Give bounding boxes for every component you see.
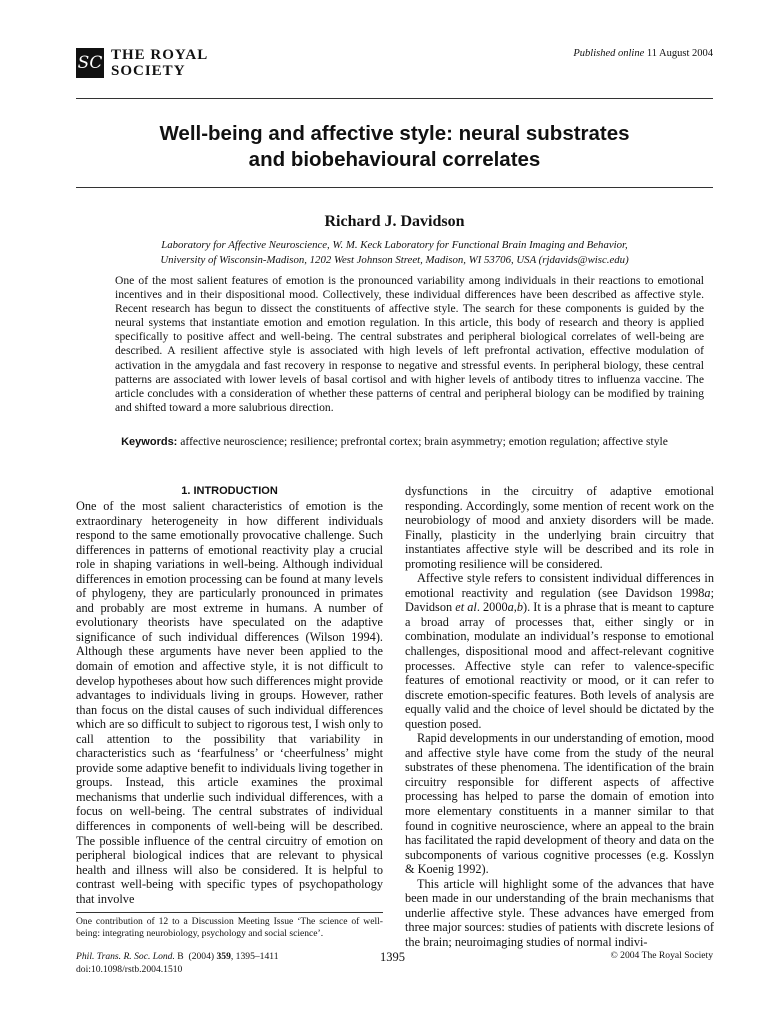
p2-text-e: ). It is a phrase that is meant to capture a broad array of processes that, either singly or in combination, modulate an individual’s response to emotional challenges, dispositional mood and affect-relevant cognitive processes. Affective style can refer to valence-specific features of emotional reactivity or mood, or it can refer to discrete emotion-specific features. Both levels of analysis are equally valid and the choice of level should be dictated by the question posed. xyxy=(405,600,714,731)
p2-text-a: Affective style refers to consistent individual differences in emotional reactivity and regulation (see Davidson 1998 xyxy=(405,571,714,600)
publisher-name xyxy=(111,47,208,79)
published-label: Published online xyxy=(573,48,645,59)
section-heading: 1. INTRODUCTION xyxy=(181,485,278,497)
author-name: Richard J. Davidson xyxy=(324,213,465,230)
intro-paragraph-3: Rapid developments in our understanding of emotion, mood and affective style have come from the study of the neural substrates of these phenomena. The identification of the brain circuitry responsible for different aspects of affective processing has helped to parse the domain of emotion into more elementary constituents in a manner similar to that found in cognitive neuroscience, where an appeal to the brain has facilitated the rapid development of theory and data on the subcomponents of various cognitive processes (e.g. Kosslyn & Koenig 1992). xyxy=(405,731,714,877)
footnote: One contribution of 12 to a Discussion Meeting Issue ‘The science of well-being: integrating neurobiology, psychology and social science’. xyxy=(76,916,383,939)
intro-paragraph-1: One of the most salient characteristics of emotion is the extraordinary heterogeneity in how different individuals respond to the same emotionally provocative challenge. Such differences in patterns of emotional reactivity play a crucial role in shaping variations in well-being. Although individual differences in emotion processing can be found at many levels of phylogeny, they are particularly pronounced in primates and probably are most extreme in humans. A number of evolutionary theorists have speculated on the adaptive significance of such individual differences (Wilson 1994). Although these arguments have never been applied to the domain of emotion and affective style, it is not difficult to develop hypotheses about how such differences might provide advantages to individuals living in groups. However, rather than focus on the distal causes of such individual differences which are so difficult to subject to rigorous test, I wish only to call attention to the possibility that variability in characteristics such as ‘fearfulness’ or ‘cheerfulness’ might provide some adaptive benefit to individuals living together in groups. Instead, this article examines the proximal mechanisms that underlie such individual differences, with a focus on well-being. The central substrates of individual differences in components of well-being will be described. The possible influence of the central circuitry of emotion on peripheral biological indices that are relevant to physical health and illness will also be considered. It is helpful to contrast well-being with specific types of psychopathology that involve xyxy=(76,499,383,906)
journal-name: Phil. Trans. R. Soc. Lond. xyxy=(76,951,175,962)
journal-year: (2004) xyxy=(188,951,215,962)
royal-society-logo xyxy=(76,46,216,82)
article-title-line2: and biobehavioural correlates xyxy=(248,148,541,171)
article-title xyxy=(76,121,713,173)
publisher-name-line2: SOCIETY xyxy=(111,63,186,79)
royal-society-logo-icon: SC xyxy=(76,48,104,78)
keywords-label: Keywords: xyxy=(121,436,178,448)
intro-paragraph-1-continued: dysfunctions in the circuitry of adaptive emotional responding. Accordingly, some mention of recent work on the neurobiology of mood and anxiety disorders will be made. Finally, plasticity in the underlying brain circuitry that instantiates affective style will be described and its role in promoting resilience will be considered. xyxy=(405,484,714,571)
p2-text-b: ; Davidson xyxy=(405,585,714,615)
journal-citation xyxy=(76,950,279,963)
affiliation-line2: University of Wisconsin-Madison, 1202 West Johnson Street, Madison, WI 53706, USA (rjdavids@wisc.edu) xyxy=(160,254,629,266)
footnote-rule xyxy=(76,912,383,913)
title-rule xyxy=(76,187,713,188)
copyright: © 2004 The Royal Society xyxy=(610,950,713,961)
left-column xyxy=(76,484,383,906)
doi: doi:10.1098/rstb.2004.1510 xyxy=(76,964,183,975)
p2-text-d: , xyxy=(513,600,517,615)
affiliation-line1: Laboratory for Affective Neuroscience, W. M. Keck Laboratory for Functional Brain Imaging and Behavior, xyxy=(161,239,628,251)
intro-paragraph-4: This article will highlight some of the advances that have been made in our understanding of the brain mechanisms that underlie affective style. These advances have emerged from three major sources: studies of patients with discrete lesions of the brain; neuroimaging studies of normal indivi- xyxy=(405,876,714,949)
intro-paragraph-2 xyxy=(405,571,714,731)
page-number: 1395 xyxy=(380,950,405,964)
journal-volume: 359 xyxy=(216,951,231,962)
article-title-line1: Well-being and affective style: neural substrates xyxy=(159,122,630,145)
citation-footer xyxy=(76,950,279,976)
journal-pages: , 1395–1411 xyxy=(230,951,279,962)
publisher-name-line1: THE ROYAL xyxy=(111,47,209,63)
p2-cite-b: b xyxy=(516,600,524,615)
abstract: One of the most salient features of emotion is the pronounced variability among individuals in their reactions to emotional incentives and in their dispositional mood. Collectively, these individual differences have been described as affective style. Recent research has begun to dissect the constituents of affective style. The search for these components is guided by the neural systems that instantiate emotion and emotion regulation. In this article, this body of research and theory is applied specifically to positive affect and well-being. The central substrates and peripheral biological correlates of well-being are described. A resilient affective style is associated with high levels of left prefrontal activation, effective modulation of activation in the amygdala and fast recovery in response to negative and stressful events. In peripheral biology, these central patterns are associated with lower levels of basal cortisol and with higher levels of antibody titres to influenza vaccine. The article concludes with a consideration of whether these patterns of central and peripheral biology can be modified by training and shifted toward a more salubrious direction. xyxy=(115,274,704,414)
p2-cite-a: a xyxy=(704,585,711,600)
header-rule xyxy=(76,98,713,99)
author-affiliation xyxy=(96,238,693,268)
keywords-text: affective neuroscience; resilience; prefrontal cortex; brain asymmetry; emotion regulation; affective style xyxy=(180,435,668,448)
journal-series: B xyxy=(177,951,184,962)
published-date: 11 August 2004 xyxy=(646,48,713,59)
keywords xyxy=(115,435,674,450)
p2-text-c: . 2000 xyxy=(476,600,508,615)
p2-cite-2000a: a xyxy=(507,600,514,615)
published-online-date xyxy=(573,48,713,59)
right-column xyxy=(405,484,714,950)
p2-etal: et al xyxy=(455,600,477,615)
